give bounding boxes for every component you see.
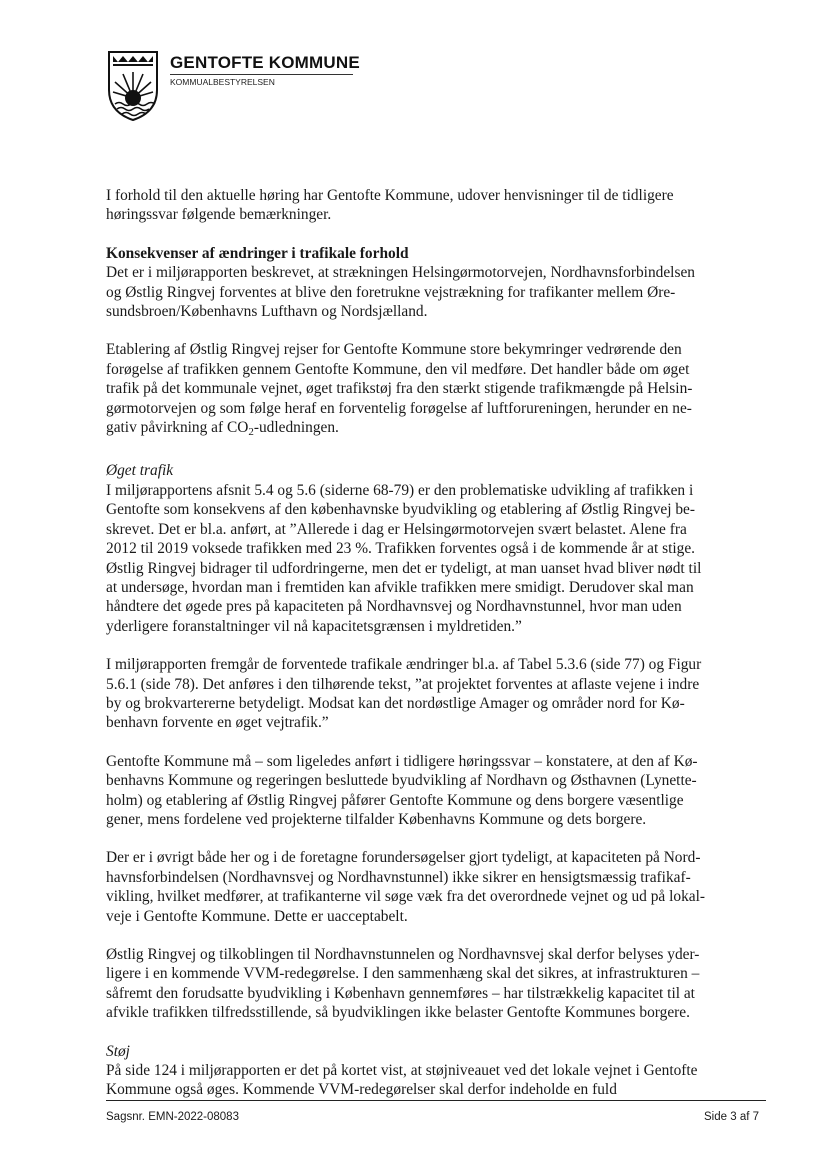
case-number: Sagsnr. EMN-2022-08083 xyxy=(106,1111,239,1123)
paragraph-2: Etablering af Østlig Ringvej rejser for Gentofte Kommune store bekymringer vedrørende den forøgelse af trafikken gennem Gentofte Kommune, den vil medføre. Det handler både om øget trafik på det kommunale vejnet, øget trafikstøj fra den stærkt stigende trafikmængde på Helsin- gørmotorvejen og som følge heraf en forventelig forøgelse af luftforureningen, herunder en ne- gativ påvirkning af $CO_2$-udledningen. xyxy=(106,341,693,439)
subheading-traffic: Øget trafik xyxy=(106,462,174,480)
paragraph-3: I miljørapportens afsnit 5.4 og 5.6 (siderne 68-79) er den problematiske udvikling af trafikken i Gentofte som konsekvens af den københavnske byudvikling og etablering af Østlig Ringvej be- skrevet. Det er bl.a. anført, at ”Allerede i dag er Helsingørmotorvejen svært belastet. Alene fra 2012 til 2019 voksede trafikken med 23 %. Trafikken forventes også i de kommende år at stige. Østlig Ringvej bidrager til udfordringerne, men det er tydeligt, at man uanset hvad bliver nødt til at undersøge, hvordan man i fremtiden kan afvikle trafikken mere smidigt. Derudover skal man håndtere det øgede pres på kapaciteten på Nordhavnsvej og Nordhavnstunnel, hvor man uden yderligere foranstaltninger vil nå kapacitetsgrænsen i myldretiden.” xyxy=(106,481,702,635)
subheading-noise: Støj xyxy=(106,1042,130,1060)
section-heading: Konsekvenser af ændringer i trafikale forhold xyxy=(106,244,409,262)
paragraph-4: I miljørapporten fremgår de forventede trafikale ændringer bl.a. af Tabel 5.3.6 (side 77) og Figur 5.6.1 (side 78). Det anføres i den tilhørende tekst, ”at projektet forventes at aflaste vejene i indre by og brokvartererne betydeligt. Modsat kan det nordøstlige Amager og områder nord for Kø- benhavn forvente en øget vejtrafik.” xyxy=(106,656,702,732)
footer-divider xyxy=(106,1100,766,1101)
page-number: Side 3 af 7 xyxy=(704,1111,759,1123)
paragraph-7: Østlig Ringvej og tilkoblingen til Nordhavnstunnelen og Nordhavnsvej skal derfor belyses yder- ligere i en kommende VVM-redegørelse. I den sammenhæng skal det sikres, at infrastrukturen – såfremt den forudsatte byudvikling i København gennemføres – har tilstrækkelig kapacitet til at afvikle trafikken tilfredsstillende, så byudviklingen ikke belaster Gentofte Kommunes borgere. xyxy=(106,946,700,1022)
intro-paragraph: I forhold til den aktuelle høring har Gentofte Kommune, udover henvisninger til de tidligere høringssvar følgende bemærkninger. xyxy=(106,187,674,224)
paragraph-8: På side 124 i miljørapporten er det på kortet vist, at støjniveauet ved det lokale vejnet i Gentofte Kommune også øges. Kommende VVM-redegørelser skal derfor indeholde en fuld xyxy=(106,1062,698,1099)
organization-name: GENTOFTE KOMMUNE xyxy=(170,53,360,72)
paragraph-6: Der er i øvrigt både her og i de foretagne forundersøgelser gjort tydeligt, at kapaciteten på Nord- havnsforbindelsen (Nordhavnsvej og Nordhavnstunnel) ikke sikrer en hensigtsmæssig trafikaf- vikling, hvilket medfører, at trafikanterne vil søge væk fra det overordnede vejnet og ud på lokal- veje i Gentofte Kommune. Dette er uacceptabelt. xyxy=(106,849,705,925)
document-body xyxy=(106,186,731,1100)
paragraph-1: Det er i miljørapporten beskrevet, at strækningen Helsingørmotorvejen, Nordhavnsforbindelsen og Østlig Ringvej forventes at blive den foretrukne vejstrækning for trafikanter mellem Øre- sundsbroen/Københavns Lufthavn og Nordsjælland. xyxy=(106,264,695,321)
paragraph-5: Gentofte Kommune må – som ligeledes anført i tidligere høringssvar – konstatere, at den af Kø- benhavns Kommune og regeringen besluttede byudvikling af Nordhavn og Østhavnen (Lynette- holm) og etablering af Østlig Ringvej påfører Gentofte Kommune og dens borgere væsentlige gener, mens fordelene ved projekterne tilfalder Københavns Kommune og dets borgere. xyxy=(106,752,698,828)
organization-subtitle: KOMMUALBESTYRELSEN xyxy=(170,74,353,87)
coat-of-arms-logo xyxy=(107,50,159,122)
